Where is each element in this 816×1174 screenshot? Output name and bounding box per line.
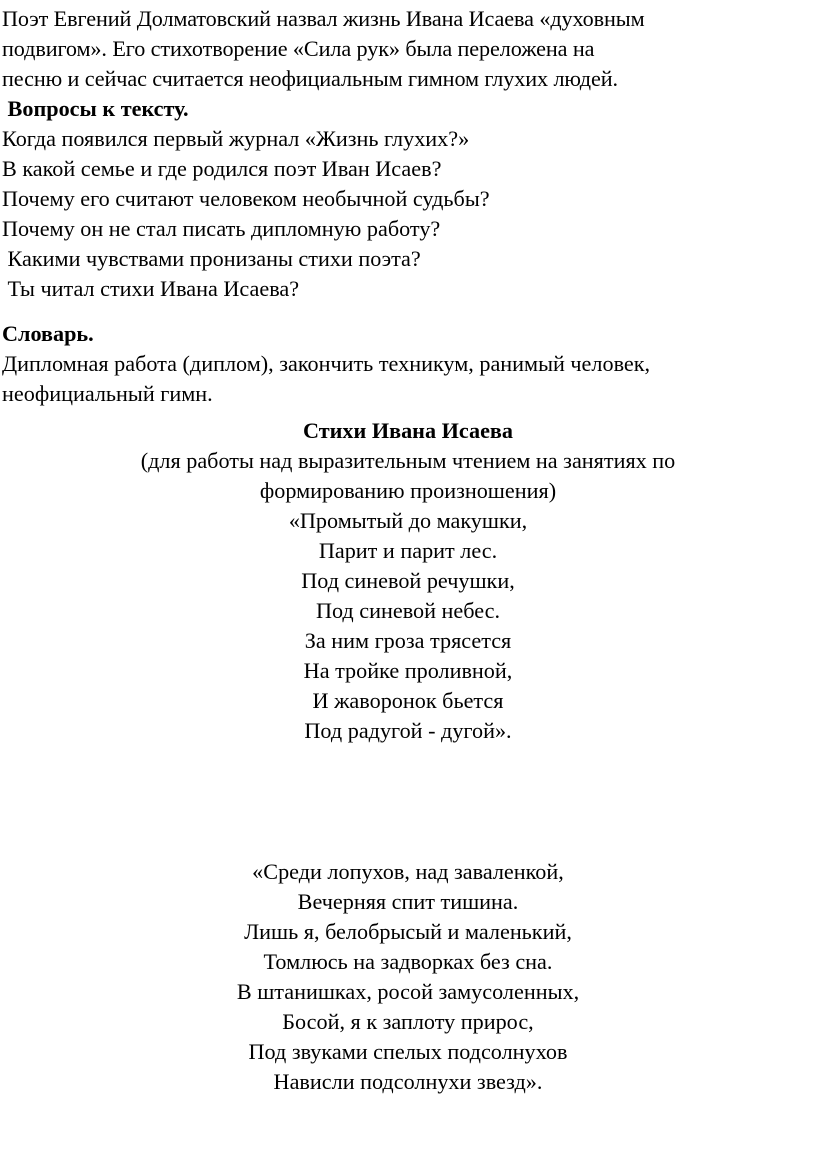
poem-line: Под синевой речушки, — [301, 568, 515, 593]
poem-line: Босой, я к заплоту прирос, — [282, 1009, 534, 1034]
poem-line: Под синевой небес. — [315, 598, 501, 623]
poem-2 — [0, 857, 816, 1097]
poem-line: В штанишках, росой замусоленных, — [236, 979, 580, 1004]
poem-line: И жаворонок бьется — [312, 688, 504, 713]
intro-line: песню и сейчас считается неофициальным гимном глухих людей. — [2, 66, 618, 91]
poems-title: Стихи Ивана Исаева — [303, 418, 513, 443]
vocabulary-line: неофициальный гимн. — [2, 381, 213, 406]
intro-paragraph — [2, 4, 814, 94]
question-item: Какими чувствами пронизаны стихи поэта? — [2, 246, 421, 271]
questions-heading: Вопросы к тексту. — [2, 96, 189, 121]
poems-subtitle-line: (для работы над выразительным чтением на занятиях по — [140, 448, 676, 473]
poem-line: Под звуками спелых подсолнухов — [248, 1039, 568, 1064]
poem-line: «Среди лопухов, над заваленкой, — [252, 859, 564, 884]
vocabulary-heading: Словарь. — [2, 321, 94, 346]
poem-1 — [0, 506, 816, 746]
poem-line: Лишь я, белобрысый и маленький, — [244, 919, 572, 944]
poem-line: Вечерняя спит тишина. — [297, 889, 519, 914]
question-item: Почему он не стал писать дипломную работу? — [2, 216, 441, 241]
vocabulary-line: Дипломная работа (диплом), закончить техникум, ранимый человек, — [2, 351, 651, 376]
poem-line: На тройке проливной, — [303, 658, 513, 683]
question-item: Ты читал стихи Ивана Исаева? — [2, 276, 300, 301]
question-item: Почему его считают человеком необычной судьбы? — [2, 186, 490, 211]
poem-line: Парит и парит лес. — [318, 538, 498, 563]
poems-section-header — [0, 416, 816, 506]
question-item: Когда появился первый журнал «Жизнь глухих?» — [2, 126, 470, 151]
poems-subtitle-line: формированию произношения) — [259, 478, 557, 503]
vocabulary-section — [2, 319, 814, 409]
poem-line: «Промытый до макушки, — [288, 508, 528, 533]
questions-section — [2, 94, 814, 304]
question-item: В какой семье и где родился поэт Иван Исаев? — [2, 156, 442, 181]
poem-line: Томлюсь на задворках без сна. — [263, 949, 553, 974]
poem-line: Нависли подсолнухи звезд». — [273, 1069, 543, 1094]
poem-line: Под радугой - дугой». — [304, 718, 512, 743]
intro-line: подвигом». Его стихотворение «Сила рук» была переложена на — [2, 36, 595, 61]
poem-line: За ним гроза трясется — [304, 628, 512, 653]
intro-line: Поэт Евгений Долматовский назвал жизнь Ивана Исаева «духовным — [2, 6, 645, 31]
